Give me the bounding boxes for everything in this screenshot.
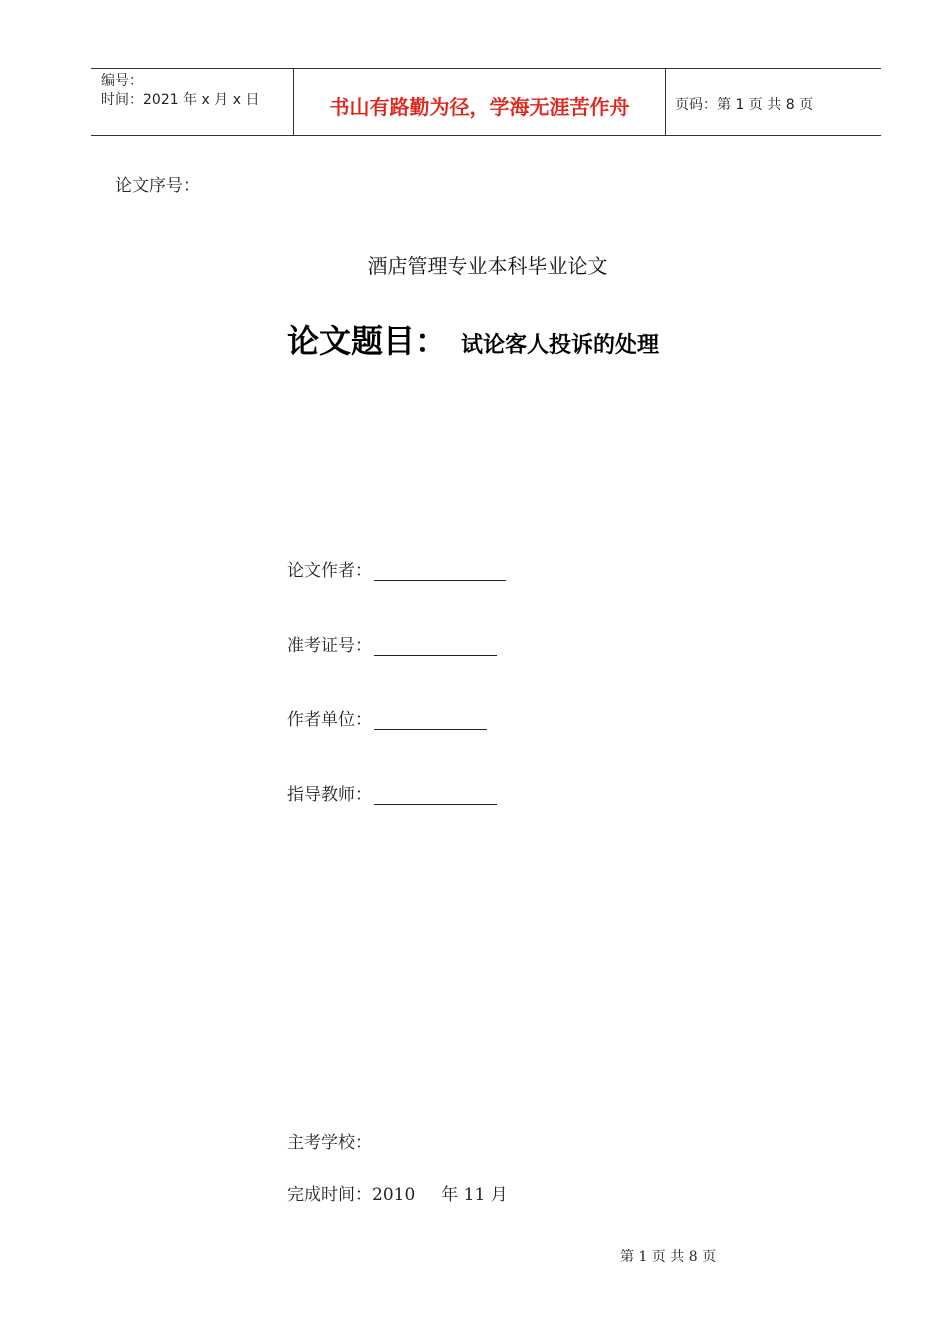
exam-id-field — [287, 631, 497, 657]
school-label: 主考学校： — [287, 1133, 372, 1153]
page-footer: 第 1 页 共 8 页 — [620, 1249, 717, 1265]
completion-year: 2010 — [372, 1185, 416, 1205]
author-unit-field — [287, 705, 487, 731]
page-header-table — [91, 68, 881, 136]
author-unit-field-blank-line[interactable] — [374, 711, 487, 730]
author-unit-field-label: 作者单位： — [287, 710, 372, 730]
thesis-title-value: 试论客人投诉的处理 — [461, 333, 660, 358]
author-field-label: 论文作者： — [287, 561, 372, 581]
exam-id-field-label: 准考证号： — [287, 636, 372, 656]
paper-serial-label: 论文序号： — [115, 176, 200, 196]
header-middle-cell — [293, 69, 666, 135]
document-subtitle: 酒店管理专业本科毕业论文 — [367, 254, 608, 278]
author-field-blank-line[interactable] — [374, 562, 506, 581]
advisor-field-blank-line[interactable] — [374, 786, 497, 805]
completion-time-row — [287, 1180, 508, 1205]
header-page-info: 页码：第 1 页 共 8 页 — [675, 97, 814, 113]
header-right-cell — [666, 69, 881, 135]
header-left-cell — [91, 69, 293, 135]
advisor-field — [287, 780, 497, 806]
header-time-label: 时间：2021 年 x 月 x 日 — [101, 92, 260, 108]
thesis-title-row — [287, 316, 659, 362]
completion-month: 年 11 月 — [441, 1185, 508, 1205]
advisor-field-label: 指导教师： — [287, 785, 372, 805]
exam-id-field-blank-line[interactable] — [374, 637, 497, 656]
thesis-title-label: 论文题目： — [287, 322, 448, 360]
header-serial-label: 编号： — [101, 73, 143, 89]
completion-time-label: 完成时间： — [287, 1185, 372, 1205]
header-motto: 书山有路勤为径，学海无涯苦作舟 — [329, 95, 630, 119]
author-field — [287, 556, 506, 582]
